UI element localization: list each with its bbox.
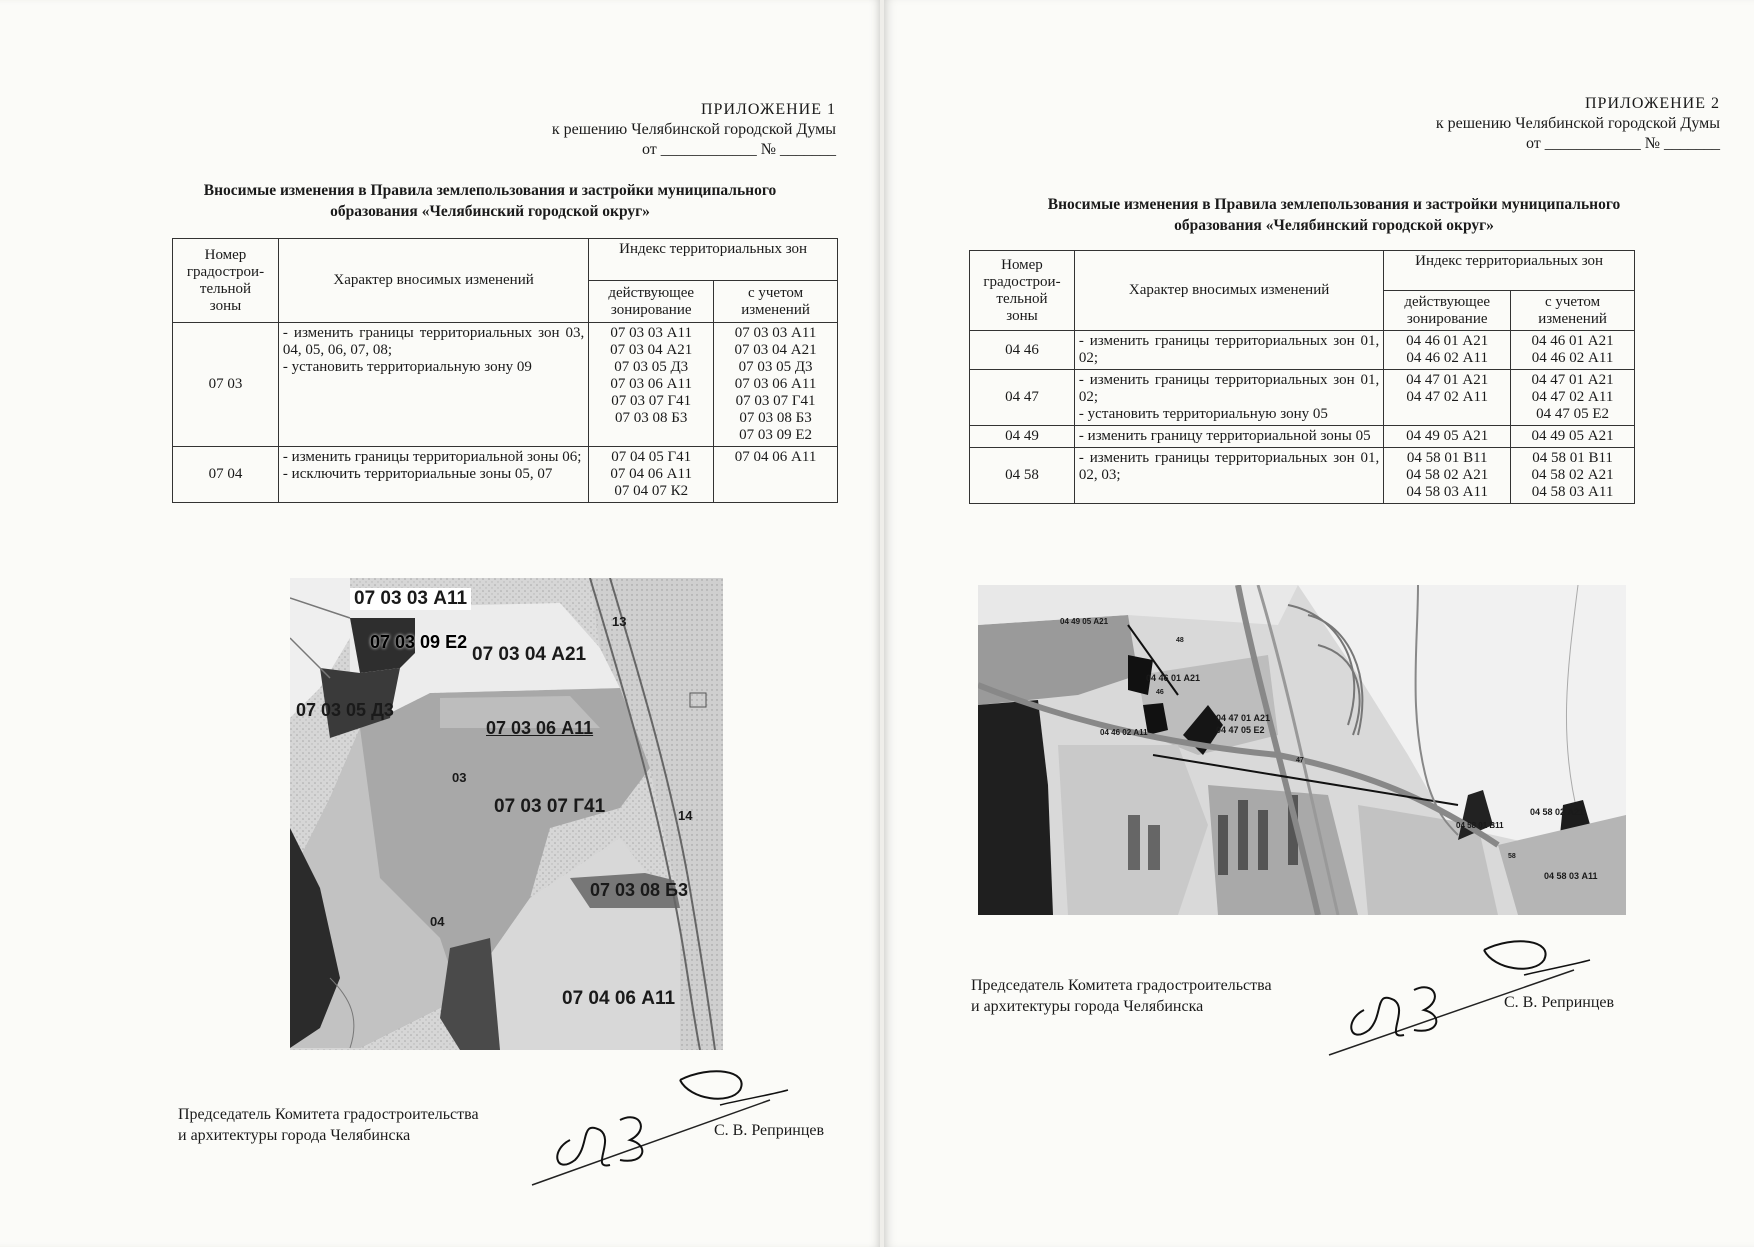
header-index: Индекс территориальных зон: [1384, 251, 1635, 291]
decision-ref: к решению Челябинской городской Думы: [1435, 115, 1720, 132]
zone-index: 04 58 02 А21: [1531, 467, 1614, 483]
map-label: 47: [1296, 757, 1304, 764]
change-description-cell: - изменить границу территориальной зоны 05: [1074, 426, 1383, 448]
zone-number-cell: 07 04: [173, 447, 279, 503]
header-text: зонирование: [1406, 310, 1488, 327]
new-index-cell: [1511, 448, 1635, 504]
new-index-cell: [714, 447, 838, 503]
zone-index: 07 04 05 Г41: [611, 449, 692, 465]
zoning-map-04: [978, 585, 1626, 915]
zone-index: 04 47 05 Е2: [1536, 406, 1610, 422]
appendix-header: [440, 100, 836, 160]
header-text: с учетом: [747, 284, 804, 301]
table-row: [970, 331, 1635, 370]
current-index-cell: [1384, 448, 1511, 504]
signer-position-line1: Председатель Комитета градостроительства: [971, 977, 1272, 994]
current-index-cell: [1384, 426, 1511, 448]
header-text: Номер: [204, 246, 247, 263]
map-label: 04 46 01 А21: [1146, 673, 1201, 683]
header-text: тельной: [199, 280, 251, 297]
header-text: действующее: [1404, 293, 1491, 310]
map-label: 07 04 06 А11: [562, 988, 676, 1009]
new-index-cell: [714, 323, 838, 447]
map-label: 04 58 01 В11: [1456, 821, 1504, 830]
map-label: 04 47 05 Е2: [1216, 725, 1265, 735]
zones-table: [172, 238, 838, 503]
zone-index: 04 47 01 А21: [1531, 372, 1614, 388]
zoning-map-07: [290, 578, 723, 1050]
header-text: изменений: [741, 301, 810, 318]
header-current: [1384, 291, 1511, 331]
zone-index: 04 47 01 А21: [1406, 372, 1489, 388]
zone-index: 07 03 08 Б3: [615, 410, 688, 426]
zone-index: 07 03 03 А11: [610, 325, 692, 341]
zone-index: 07 03 06 А11: [734, 376, 817, 392]
zone-number-cell: 04 46: [970, 331, 1075, 370]
doc-title: [150, 180, 830, 222]
map-label: 14: [678, 808, 693, 823]
zone-index: 04 58 01 В11: [1406, 450, 1488, 466]
table-row: [970, 370, 1635, 426]
appendix-header: [1284, 94, 1720, 154]
zone-index: 04 47 02 А11: [1531, 389, 1614, 405]
header-current: [589, 281, 714, 323]
zone-index: 07 03 07 Г41: [735, 393, 816, 409]
header-text: действующее: [608, 284, 695, 301]
map-label: 46: [1156, 689, 1164, 696]
change-description-cell: - изменить границы территориальных зон 01, 02;: [1074, 331, 1383, 370]
zones-table: [969, 250, 1635, 504]
table-row: [970, 448, 1635, 504]
doc-title-line2: образования «Челябинский городской округ»: [330, 203, 650, 220]
doc-title-line2: образования «Челябинский городской округ»: [1174, 217, 1494, 234]
map-label: 04 47 01 А21: [1216, 713, 1271, 723]
zone-number-cell: 04 49: [970, 426, 1075, 448]
current-index-cell: [589, 447, 714, 503]
doc-title-line1: Вносимые изменения в Правила землепользования и застройки муниципального: [203, 182, 777, 199]
map-label: 07 03 09 Е2: [370, 632, 468, 652]
zone-index: 07 03 05 Д3: [738, 359, 813, 375]
zone-index: 04 46 02 А11: [1406, 350, 1488, 366]
header-new: [1511, 291, 1635, 331]
header-text: градострои-: [186, 263, 265, 280]
zone-index: 04 46 02 А11: [1531, 350, 1614, 366]
decision-ref: к решению Челябинской городской Думы: [551, 121, 836, 138]
zone-index: 07 03 04 А21: [610, 342, 693, 358]
right-page: [884, 0, 1754, 1247]
header-text: зоны: [209, 297, 242, 314]
zone-number-cell: 07 03: [173, 323, 279, 447]
header-zone-number: [173, 239, 279, 323]
map-label: 07 03 04 А21: [472, 644, 587, 665]
current-index-cell: [1384, 331, 1511, 370]
zone-index: 07 04 06 А11: [610, 466, 692, 482]
signer-position-line2: и архитектуры города Челябинска: [178, 1127, 411, 1144]
zone-index: 04 49 05 А21: [1531, 428, 1614, 444]
map-label: 07 03 08 Б3: [590, 880, 689, 900]
header-index: Индекс территориальных зон: [589, 239, 838, 281]
zone-number-cell: 04 58: [970, 448, 1075, 504]
signer-name: С. В. Репринцев: [1504, 994, 1615, 1011]
zone-index: 04 46 01 А21: [1406, 333, 1489, 349]
doc-title: [984, 194, 1684, 236]
zone-index: 04 58 03 А11: [1531, 484, 1614, 500]
zone-index: 07 03 04 А21: [734, 342, 817, 358]
zone-index: 07 03 05 Д3: [614, 359, 689, 375]
table-row: [970, 426, 1635, 448]
header-zone-number: [970, 251, 1075, 331]
map-label: 07 03 07 Г41: [494, 796, 606, 817]
zone-index: 04 58 01 В11: [1532, 450, 1613, 466]
zone-index: 07 04 06 А11: [734, 449, 817, 465]
map-label: 58: [1508, 853, 1516, 860]
zone-index: 07 03 03 А11: [734, 325, 817, 341]
date-number-line: от ____________ № _______: [1525, 135, 1720, 152]
map-label: 07 03 05 Д3: [296, 700, 394, 720]
map-label: 04 49 05 А21: [1060, 617, 1109, 626]
zone-index: 04 46 01 А21: [1531, 333, 1614, 349]
new-index-cell: [1511, 370, 1635, 426]
current-index-cell: [589, 323, 714, 447]
new-index-cell: [1511, 426, 1635, 448]
appendix-number: ПРИЛОЖЕНИЕ 2: [1584, 95, 1720, 112]
current-index-cell: [1384, 370, 1511, 426]
signer-name: С. В. Репринцев: [714, 1122, 825, 1139]
map-label: 07 03 03 А11: [350, 588, 471, 610]
header-new: [714, 281, 838, 323]
header-change: Характер вносимых изменений: [278, 239, 588, 323]
change-description-cell: - изменить границы территориальных зон 01, 02; - установить территориальную зону 05: [1074, 370, 1383, 426]
header-text: Номер: [1001, 256, 1043, 273]
signer-position-line2: и архитектуры города Челябинска: [971, 998, 1204, 1015]
table-row: [173, 447, 838, 503]
map-label: 04 58 03 А11: [1544, 871, 1598, 881]
map-label: 03: [452, 770, 467, 785]
header-text: изменений: [1538, 310, 1607, 327]
zone-index: 07 03 08 Б3: [739, 410, 812, 426]
zone-index: 07 04 07 К2: [614, 483, 689, 499]
header-text: зонирование: [610, 301, 692, 318]
map-label: 04: [430, 914, 445, 929]
date-number-line: от ____________ № _______: [641, 141, 836, 158]
map-label: 04 58 02 А21: [1530, 807, 1585, 817]
change-description-cell: - изменить границы территориальных зон 01, 02, 03;: [1074, 448, 1383, 504]
new-index-cell: [1511, 331, 1635, 370]
signer-position-line1: Председатель Комитета градостроительства: [178, 1106, 479, 1123]
zone-index: 07 03 07 Г41: [611, 393, 692, 409]
header-text: тельной: [996, 290, 1048, 307]
header-change: Характер вносимых изменений: [1074, 251, 1383, 331]
map-label: 13: [612, 614, 627, 629]
zone-index: 04 58 03 А11: [1406, 484, 1488, 500]
header-text: градострои-: [983, 273, 1061, 290]
header-text: зоны: [1006, 307, 1038, 324]
zone-index: 04 49 05 А21: [1406, 428, 1489, 444]
appendix-number: ПРИЛОЖЕНИЕ 1: [700, 101, 836, 118]
change-description-cell: - изменить границы территориальных зон 03, 04, 05, 06, 07, 08; - установить территориальную зону 09: [278, 323, 588, 447]
signature-block: [178, 1104, 479, 1146]
zone-index: 04 47 02 А11: [1406, 389, 1488, 405]
table-row: [173, 323, 838, 447]
header-text: с учетом: [1544, 293, 1601, 310]
zone-index: 07 03 06 А11: [610, 376, 692, 392]
map-label: 04 46 02 А11: [1100, 728, 1148, 737]
map-label: 07 03 06 А11: [486, 718, 594, 738]
doc-title-line1: Вносимые изменения в Правила землепользования и застройки муниципального: [1047, 196, 1621, 213]
map-label: 48: [1176, 637, 1184, 644]
zone-index: 04 58 02 А21: [1406, 467, 1489, 483]
zone-index: 07 03 09 Е2: [739, 427, 813, 443]
zone-number-cell: 04 47: [970, 370, 1075, 426]
change-description-cell: - изменить границы территориальной зоны 06; - исключить территориальные зоны 05, 07: [278, 447, 588, 503]
signature-block: [971, 975, 1272, 1017]
map-drawing: [978, 585, 1626, 915]
